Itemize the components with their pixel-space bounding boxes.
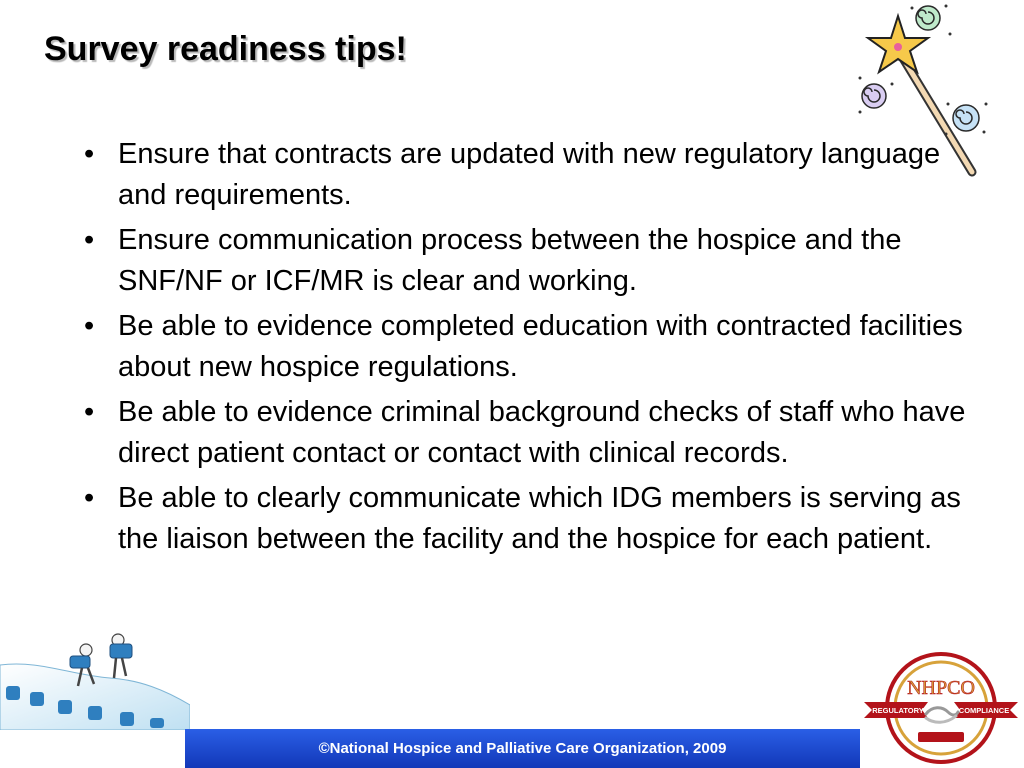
bullet-text: Be able to evidence criminal background checks of staff who have direct patient contact or contact with clinical records. bbox=[118, 396, 966, 469]
slide-title: Survey readiness tips! bbox=[44, 30, 407, 68]
bullet-item bbox=[84, 478, 974, 560]
svg-text:COMPLIANCE: COMPLIANCE bbox=[958, 706, 1010, 715]
nhpco-logo bbox=[860, 652, 1022, 764]
bullet-list bbox=[84, 134, 974, 564]
swirl-icon bbox=[953, 105, 979, 131]
bullet-marker: • bbox=[84, 224, 95, 256]
bullet-marker: • bbox=[84, 138, 95, 170]
svg-text:NHPCO: NHPCO bbox=[907, 677, 975, 699]
bullet-text: Ensure communication process between the hospice and the SNF/NF or ICF/MR is clear and working. bbox=[118, 224, 902, 297]
bullet-marker: • bbox=[84, 310, 95, 342]
person-figure-icon bbox=[110, 634, 132, 678]
footer-copyright: ©National Hospice and Palliative Care Organization, 2009 bbox=[318, 740, 727, 757]
bullet-item bbox=[84, 392, 974, 474]
bullet-text: Be able to clearly communicate which IDG members is serving as the liaison between the facility and the hospice for each patient. bbox=[118, 482, 961, 555]
footer-bar bbox=[185, 729, 860, 768]
bullet-marker: • bbox=[84, 482, 95, 514]
bullet-text: Be able to evidence completed education with contracted facilities about new hospice regulations. bbox=[118, 310, 963, 383]
bullet-item bbox=[84, 134, 974, 216]
swirl-icon bbox=[916, 6, 940, 30]
puzzle-figures-icon bbox=[0, 620, 190, 730]
bullet-marker: • bbox=[84, 396, 95, 428]
bullet-item bbox=[84, 220, 974, 302]
bullet-item bbox=[84, 306, 974, 388]
svg-text:REGULATORY: REGULATORY bbox=[872, 706, 924, 715]
swirl-icon bbox=[862, 84, 886, 108]
bullet-text: Ensure that contracts are updated with new regulatory language and requirements. bbox=[118, 138, 941, 211]
